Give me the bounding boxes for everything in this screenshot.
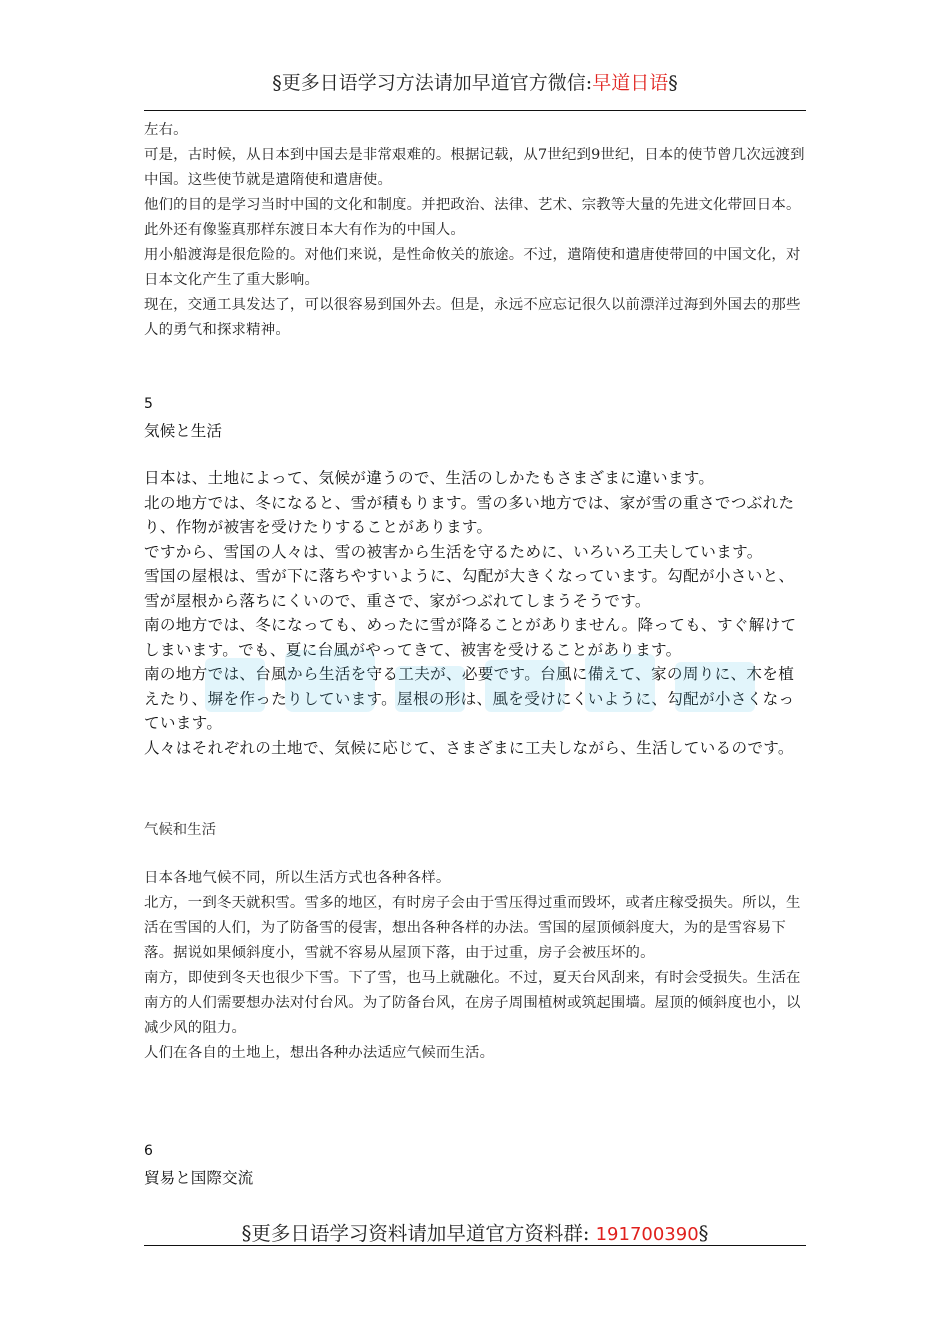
paragraph: 雪国の屋根は、雪が下に落ちやすいように、勾配が大きくなっています。勾配が小さいと、雪が屋根から落ちにくいので、重さで、家がつぶれてしまうそうです。 [144,567,795,610]
footer-suffix: § [698,1222,709,1245]
paragraph: 北の地方では、冬になると、雪が積もります。雪の多い地方では、家が雪の重さでつぶれたり、作物が被害を受けたりすることがあります。 [144,493,795,536]
paragraph: 他们的目的是学习当时中国的文化和制度。并把政治、法律、艺术、宗教等大量的先进文化带回日本。此外还有像鉴真那样东渡日本大有作为的中国人。 [144,197,801,238]
paragraph: 可是，古时候，从日本到中国去是非常艰难的。根据记载，从7世纪到9世纪，日本的使节曾几次远渡到中国。这些使节就是遣隋使和遣唐使。 [144,147,805,188]
prev-section-text [144,118,808,343]
paragraph: 北方，一到冬天就积雪。雪多的地区，有时房子会由于雪压得过重而毁坏，或者庄稼受损失。所以，生活在雪国的人们，为了防备雪的侵害，想出各种各样的办法。雪国的屋顶倾斜度大，为的是雪容易下落。据说如果倾斜度小，雪就不容易从屋顶下落，由于过重，房子会被压坏的。 [144,895,801,961]
page-header [144,68,806,95]
paragraph: 南の地方では、台風から生活を守る工夫が、必要です。台風に備えて、家の周りに、木を植えたり、塀を作ったりしています。屋根の形は、風を受けにくいように、勾配が小さくなっています。 [144,665,795,732]
paragraph: 日本は、土地によって、気候が違うので、生活のしかたもさまざまに違います。 [144,469,715,487]
section-number: 5 [144,396,153,412]
header-highlight: 早道日语 [592,72,669,94]
footer-prefix: §更多日语学习资料请加早道官方资料群: [241,1222,596,1245]
header-prefix: §更多日语学习方法请加早道官方微信: [272,72,593,94]
footer-divider [144,1245,806,1246]
paragraph: 南方，即使到冬天也很少下雪。下了雪，也马上就融化。不过，夏天台风刮来，有时会受损失。生活在南方的人们需要想办法对付台风。为了防备台风，在房子周围植树或筑起围墙。屋顶的倾斜度也小，以减少风的阻力。 [144,970,801,1036]
paragraph: 现在，交通工具发达了，可以很容易到国外去。但是，永远不应忘记很久以前漂洋过海到外国去的那些人的勇气和探求精神。 [144,297,801,338]
section5-jp-text [144,466,808,760]
section-title-jp: 気候と生活 [144,422,222,440]
paragraph: 用小船渡海是很危险的。对他们来说，是性命攸关的旅途。不过，遣隋使和遣唐使带回的中国文化，对日本文化产生了重大影响。 [144,247,801,288]
paragraph: 日本各地气候不同，所以生活方式也各种各样。 [144,870,451,886]
paragraph: 南の地方では、冬になっても、めったに雪が降ることがありません。降っても、すぐ解けてしまいます。でも、夏に台風がやってきて、被害を受けることがあります。 [144,616,797,659]
section-title-jp: 貿易と国際交流 [144,1169,254,1187]
page-footer [144,1218,806,1246]
paragraph: 左右。 [144,122,188,138]
paragraph: ですから、雪国の人々は、雪の被害から生活を守るために、いろいろ工夫しています。 [144,542,763,561]
header-divider [144,110,806,111]
paragraph: 人们在各自的土地上，想出各种办法适应气候而生活。 [144,1045,495,1061]
section-number: 6 [144,1143,153,1159]
section5-cn-text [144,866,808,1066]
section-title-cn: 气候和生活 [144,822,216,838]
header-suffix: § [668,72,678,94]
paragraph: 人々はそれぞれの土地で、気候に応じて、さまざまに工夫しながら、生活しているのです。 [144,738,794,757]
footer-group-number: 191700390 [595,1224,699,1245]
